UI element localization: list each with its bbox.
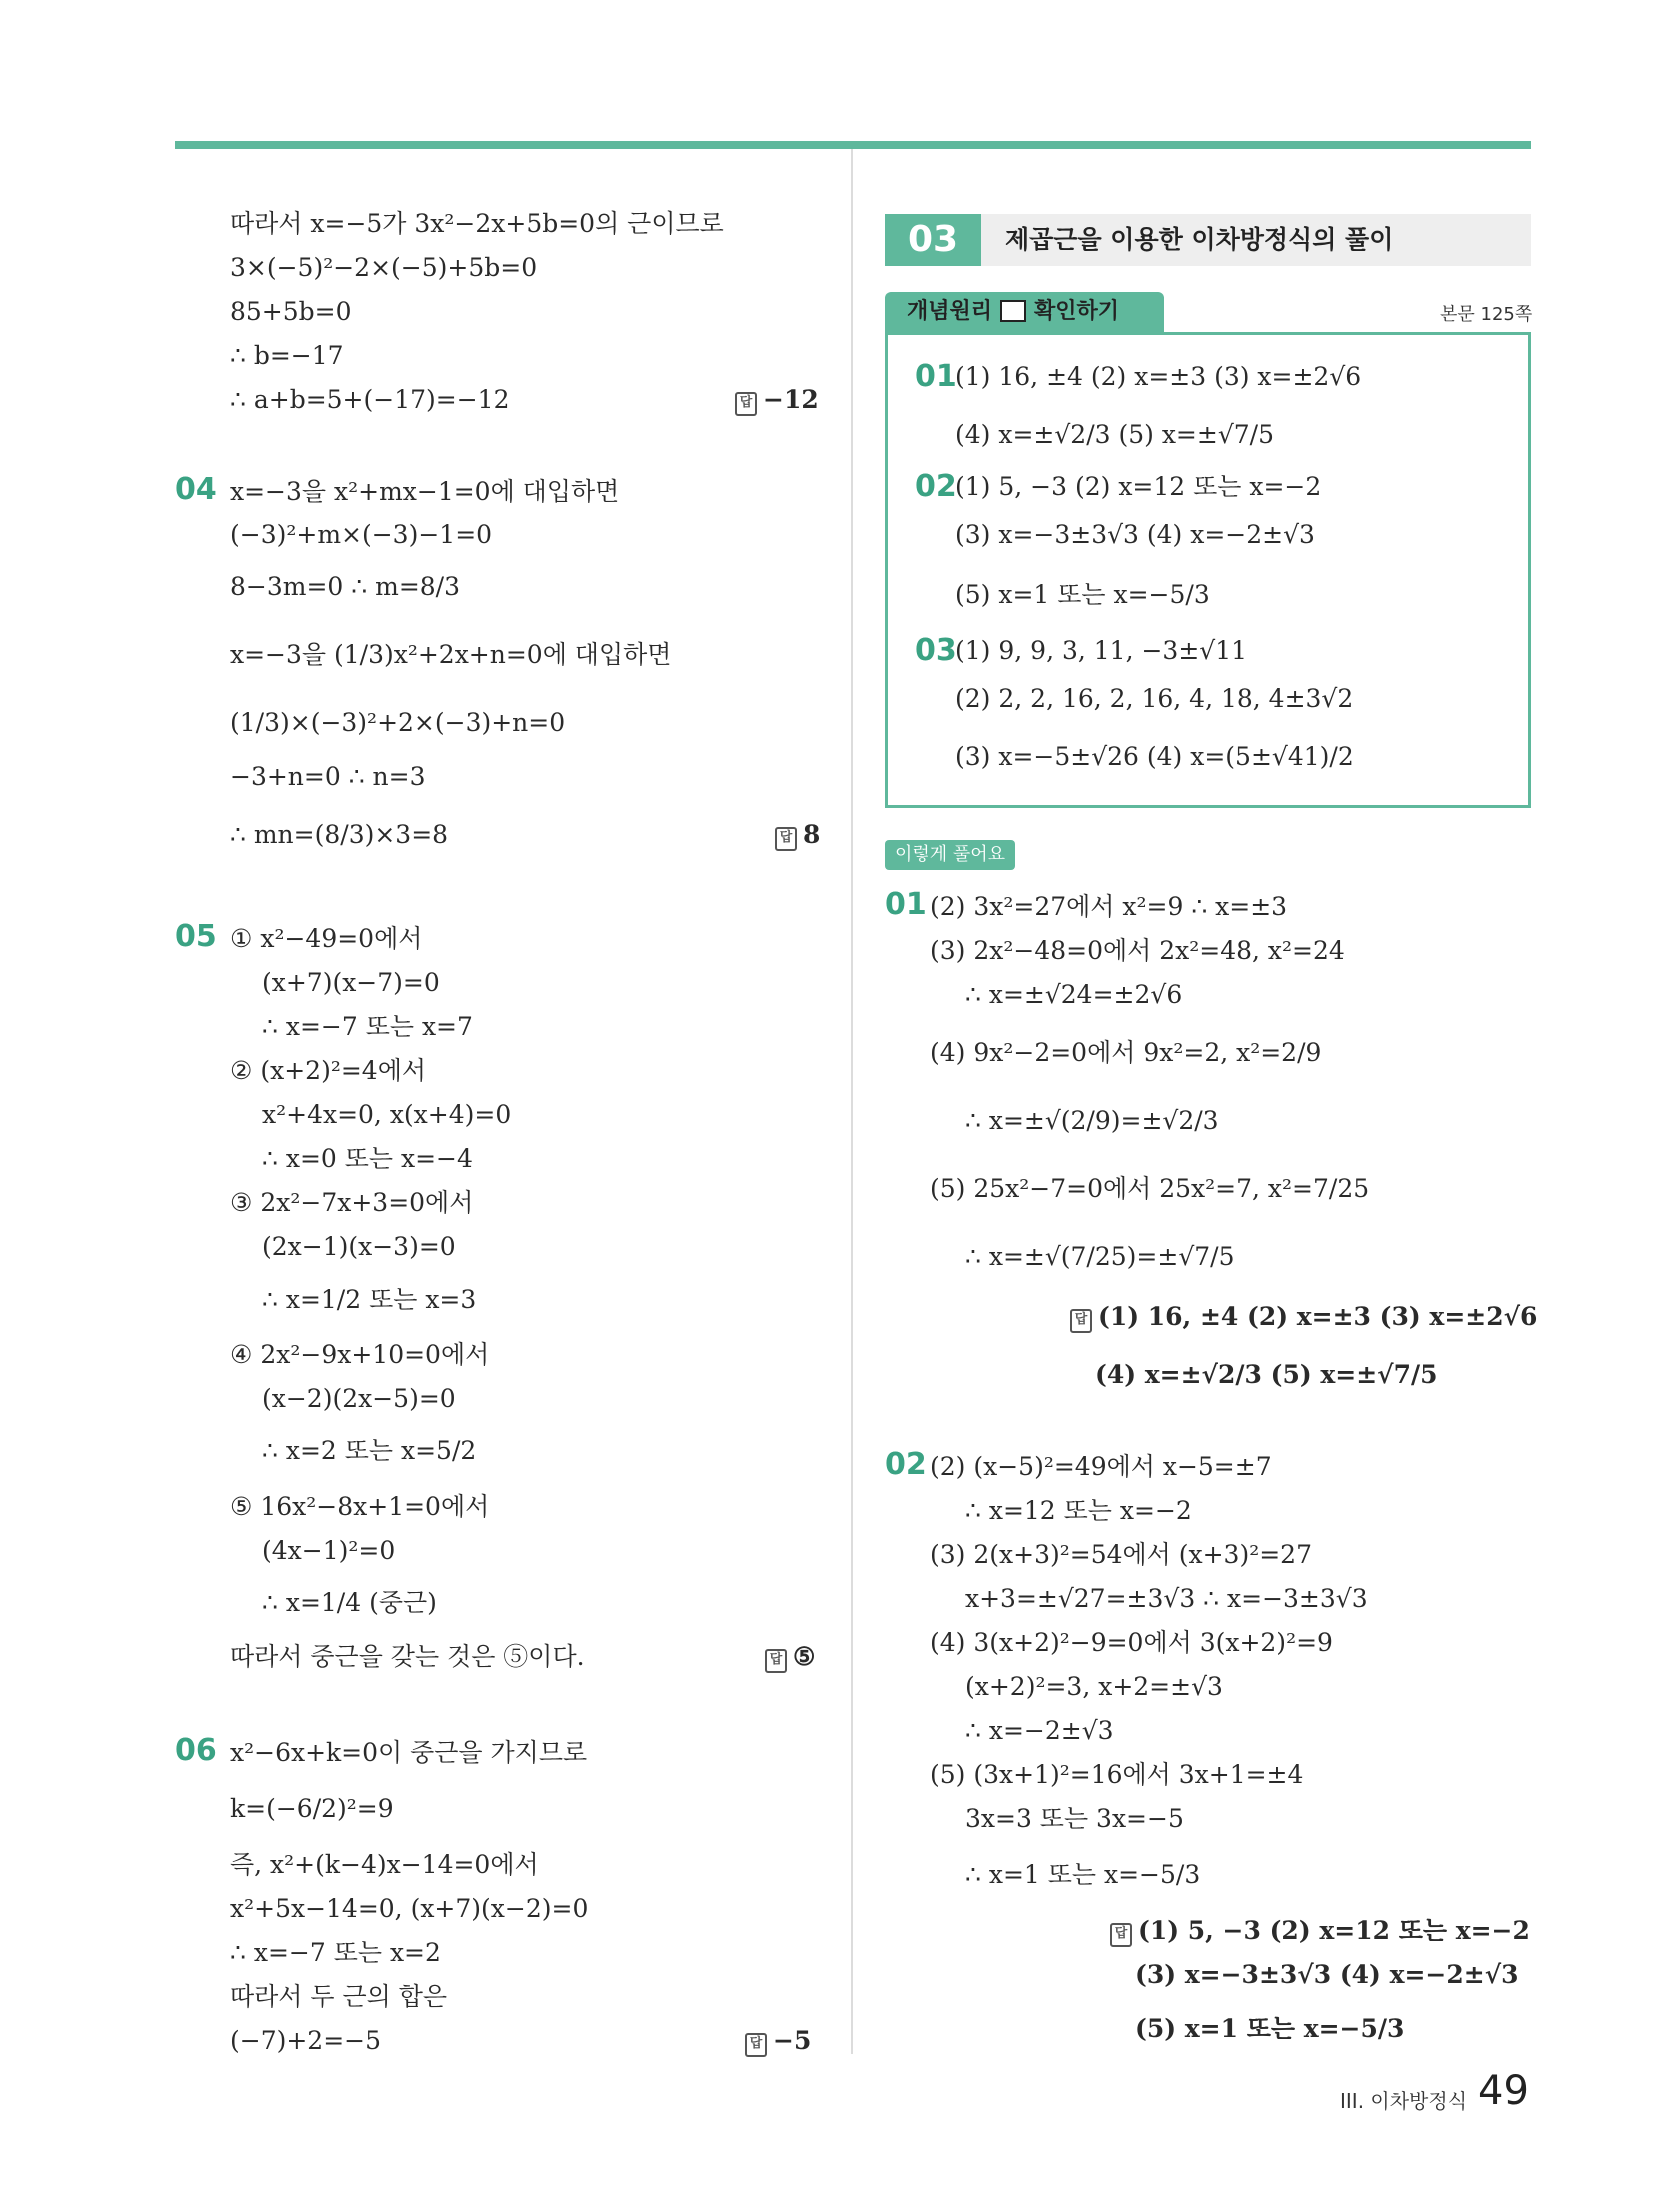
text-line: 따라서 x=−5가 3x²−2x+5b=0의 근이므로 bbox=[230, 209, 724, 238]
problem-number: 05 bbox=[175, 919, 217, 954]
concept-tab bbox=[885, 292, 1164, 332]
page-number: 49 bbox=[1478, 2068, 1529, 2114]
section-header bbox=[885, 214, 1531, 266]
text-line: (2) 2, 2, 16, 2, 16, 4, 18, 4±3√2 bbox=[955, 684, 1354, 713]
tab-label-left: 개념원리 bbox=[907, 299, 993, 324]
text-line: (2) (x−5)²=49에서 x−5=±7 bbox=[930, 1452, 1272, 1481]
text-line: (x+2)²=3, x+2=±√3 bbox=[965, 1672, 1223, 1701]
section-number: 03 bbox=[885, 214, 981, 266]
text-line: x²−6x+k=0이 중근을 가지므로 bbox=[230, 1738, 588, 1767]
text-line: (x−2)(2x−5)=0 bbox=[262, 1384, 456, 1413]
text-line: (4x−1)²=0 bbox=[262, 1536, 396, 1565]
text-line: ∴ x=−7 또는 x=7 bbox=[262, 1012, 473, 1041]
text-line: (1/3)×(−3)²+2×(−3)+n=0 bbox=[230, 708, 566, 737]
text-line: 85+5b=0 bbox=[230, 297, 352, 326]
text-line: (3) x=−5±√26 (4) x=(5±√41)/2 bbox=[955, 742, 1354, 771]
text-line: 따라서 중근을 갖는 것은 ⑤이다. bbox=[230, 1642, 585, 1671]
answer-mark-icon: 답 bbox=[745, 2033, 767, 2057]
text-line: ∴ x=12 또는 x=−2 bbox=[965, 1496, 1192, 1525]
text-line: ∴ mn=(8/3)×3=8 bbox=[230, 820, 449, 849]
text-line: 3×(−5)²−2×(−5)+5b=0 bbox=[230, 253, 538, 282]
text-line: 즉, x²+(k−4)x−14=0에서 bbox=[230, 1850, 539, 1879]
text-line: (2x−1)(x−3)=0 bbox=[262, 1232, 456, 1261]
text-line: 8−3m=0 ∴ m=8/3 bbox=[230, 572, 461, 601]
text-line: ∴ x=1/2 또는 x=3 bbox=[262, 1285, 477, 1314]
text-line: (1) 5, −3 (2) x=12 또는 x=−2 bbox=[955, 472, 1322, 501]
answer: 답 (1) 16, ±4 (2) x=±3 (3) x=±2√6 bbox=[1070, 1300, 1537, 1334]
answer-mark-icon: 답 bbox=[775, 827, 797, 851]
text-line: ∴ x=−2±√3 bbox=[965, 1716, 1114, 1745]
text-line: (5) x=1 또는 x=−5/3 bbox=[955, 580, 1210, 609]
text-line: (4) x=±√2/3 (5) x=±√7/5 bbox=[955, 420, 1274, 449]
text-line: (5) (3x+1)²=16에서 3x+1=±4 bbox=[930, 1760, 1304, 1789]
text-line: (−7)+2=−5 bbox=[230, 2026, 382, 2055]
answer: (4) x=±√2/3 (5) x=±√7/5 bbox=[1095, 1360, 1438, 1389]
text-line: ∴ b=−17 bbox=[230, 341, 344, 370]
text-line: (4) 9x²−2=0에서 9x²=2, x²=2/9 bbox=[930, 1038, 1322, 1067]
text-line: (2) 3x²=27에서 x²=9 ∴ x=±3 bbox=[930, 892, 1288, 921]
section-title: 제곱근을 이용한 이차방정식의 풀이 bbox=[1005, 225, 1394, 254]
text-line: ∴ x=1 또는 x=−5/3 bbox=[965, 1860, 1201, 1889]
text-line: (4) 3(x+2)²−9=0에서 3(x+2)²=9 bbox=[930, 1628, 1333, 1657]
text-line: ∴ x=±√(2/9)=±√2/3 bbox=[965, 1106, 1219, 1135]
text-line: (3) 2x²−48=0에서 2x²=48, x²=24 bbox=[930, 936, 1345, 965]
solution-badge: 이렇게 풀어요 bbox=[885, 840, 1015, 870]
answer-mark-icon: 답 bbox=[1070, 1309, 1092, 1333]
text-line: −3+n=0 ∴ n=3 bbox=[230, 762, 426, 791]
text-line: ⑤ 16x²−8x+1=0에서 bbox=[230, 1492, 490, 1521]
chapter-footer: III. 이차방정식 bbox=[1340, 2089, 1468, 2113]
column-divider bbox=[851, 149, 853, 2054]
text-line: ∴ x=−7 또는 x=2 bbox=[230, 1938, 441, 1967]
answer-mark-icon: 답 bbox=[735, 392, 757, 416]
problem-number: 02 bbox=[885, 1447, 927, 1482]
tab-label-right: 확인하기 bbox=[1034, 299, 1120, 324]
text-line: x=−3을 x²+mx−1=0에 대입하면 bbox=[230, 477, 620, 506]
problem-number: 01 bbox=[885, 887, 927, 922]
text-line: x²+5x−14=0, (x+7)(x−2)=0 bbox=[230, 1894, 589, 1923]
text-line: 3x=3 또는 3x=−5 bbox=[965, 1804, 1184, 1833]
text-line: ∴ a+b=5+(−17)=−12 bbox=[230, 385, 510, 414]
answer-mark-icon: 답 bbox=[1110, 1923, 1132, 1947]
answer: (5) x=1 또는 x=−5/3 bbox=[1135, 2014, 1405, 2043]
problem-number: 01 bbox=[915, 359, 957, 394]
answer: 답 (1) 5, −3 (2) x=12 또는 x=−2 bbox=[1110, 1914, 1530, 1948]
text-line: ② (x+2)²=4에서 bbox=[230, 1056, 426, 1085]
text-line: ③ 2x²−7x+3=0에서 bbox=[230, 1188, 474, 1217]
answer: 답 −12 bbox=[735, 383, 819, 417]
text-line: ∴ x=2 또는 x=5/2 bbox=[262, 1436, 477, 1465]
top-rule bbox=[175, 141, 1531, 149]
answer-mark-icon: 답 bbox=[765, 1649, 787, 1673]
text-line: k=(−6/2)²=9 bbox=[230, 1794, 394, 1823]
text-line: (1) 16, ±4 (2) x=±3 (3) x=±2√6 bbox=[955, 362, 1362, 391]
text-line: 따라서 두 근의 합은 bbox=[230, 1982, 448, 2011]
page-reference: 본문 125쪽 bbox=[1440, 304, 1533, 325]
text-line: (3) x=−3±3√3 (4) x=−2±√3 bbox=[955, 520, 1315, 549]
text-line: ∴ x=±√(7/25)=±√7/5 bbox=[965, 1242, 1235, 1271]
text-line: (1) 9, 9, 3, 11, −3±√11 bbox=[955, 636, 1248, 665]
text-line: x²+4x=0, x(x+4)=0 bbox=[262, 1100, 512, 1129]
problem-number: 02 bbox=[915, 469, 957, 504]
answer: 답 8 bbox=[775, 818, 820, 852]
text-line: (−3)²+m×(−3)−1=0 bbox=[230, 520, 493, 549]
text-line: x=−3을 (1/3)x²+2x+n=0에 대입하면 bbox=[230, 640, 672, 669]
text-line: ∴ x=±√24=±2√6 bbox=[965, 980, 1183, 1009]
text-line: (3) 2(x+3)²=54에서 (x+3)²=27 bbox=[930, 1540, 1312, 1569]
text-line: (x+7)(x−7)=0 bbox=[262, 968, 440, 997]
text-line: x+3=±√27=±3√3 ∴ x=−3±3√3 bbox=[965, 1584, 1368, 1613]
text-line: (5) 25x²−7=0에서 25x²=7, x²=7/25 bbox=[930, 1174, 1370, 1203]
problem-number: 06 bbox=[175, 1733, 217, 1768]
notebook-icon bbox=[1000, 300, 1026, 322]
answer: 답 ⑤ bbox=[765, 1640, 815, 1674]
problem-number: 03 bbox=[915, 633, 957, 668]
problem-number: 04 bbox=[175, 472, 217, 507]
text-line: ④ 2x²−9x+10=0에서 bbox=[230, 1340, 490, 1369]
answer-box bbox=[885, 332, 1531, 808]
text-line: ∴ x=1/4 (중근) bbox=[262, 1588, 437, 1617]
text-line: ∴ x=0 또는 x=−4 bbox=[262, 1144, 473, 1173]
answer: 답 −5 bbox=[745, 2024, 811, 2058]
text-line: ① x²−49=0에서 bbox=[230, 924, 423, 953]
answer: (3) x=−3±3√3 (4) x=−2±√3 bbox=[1135, 1960, 1519, 1989]
